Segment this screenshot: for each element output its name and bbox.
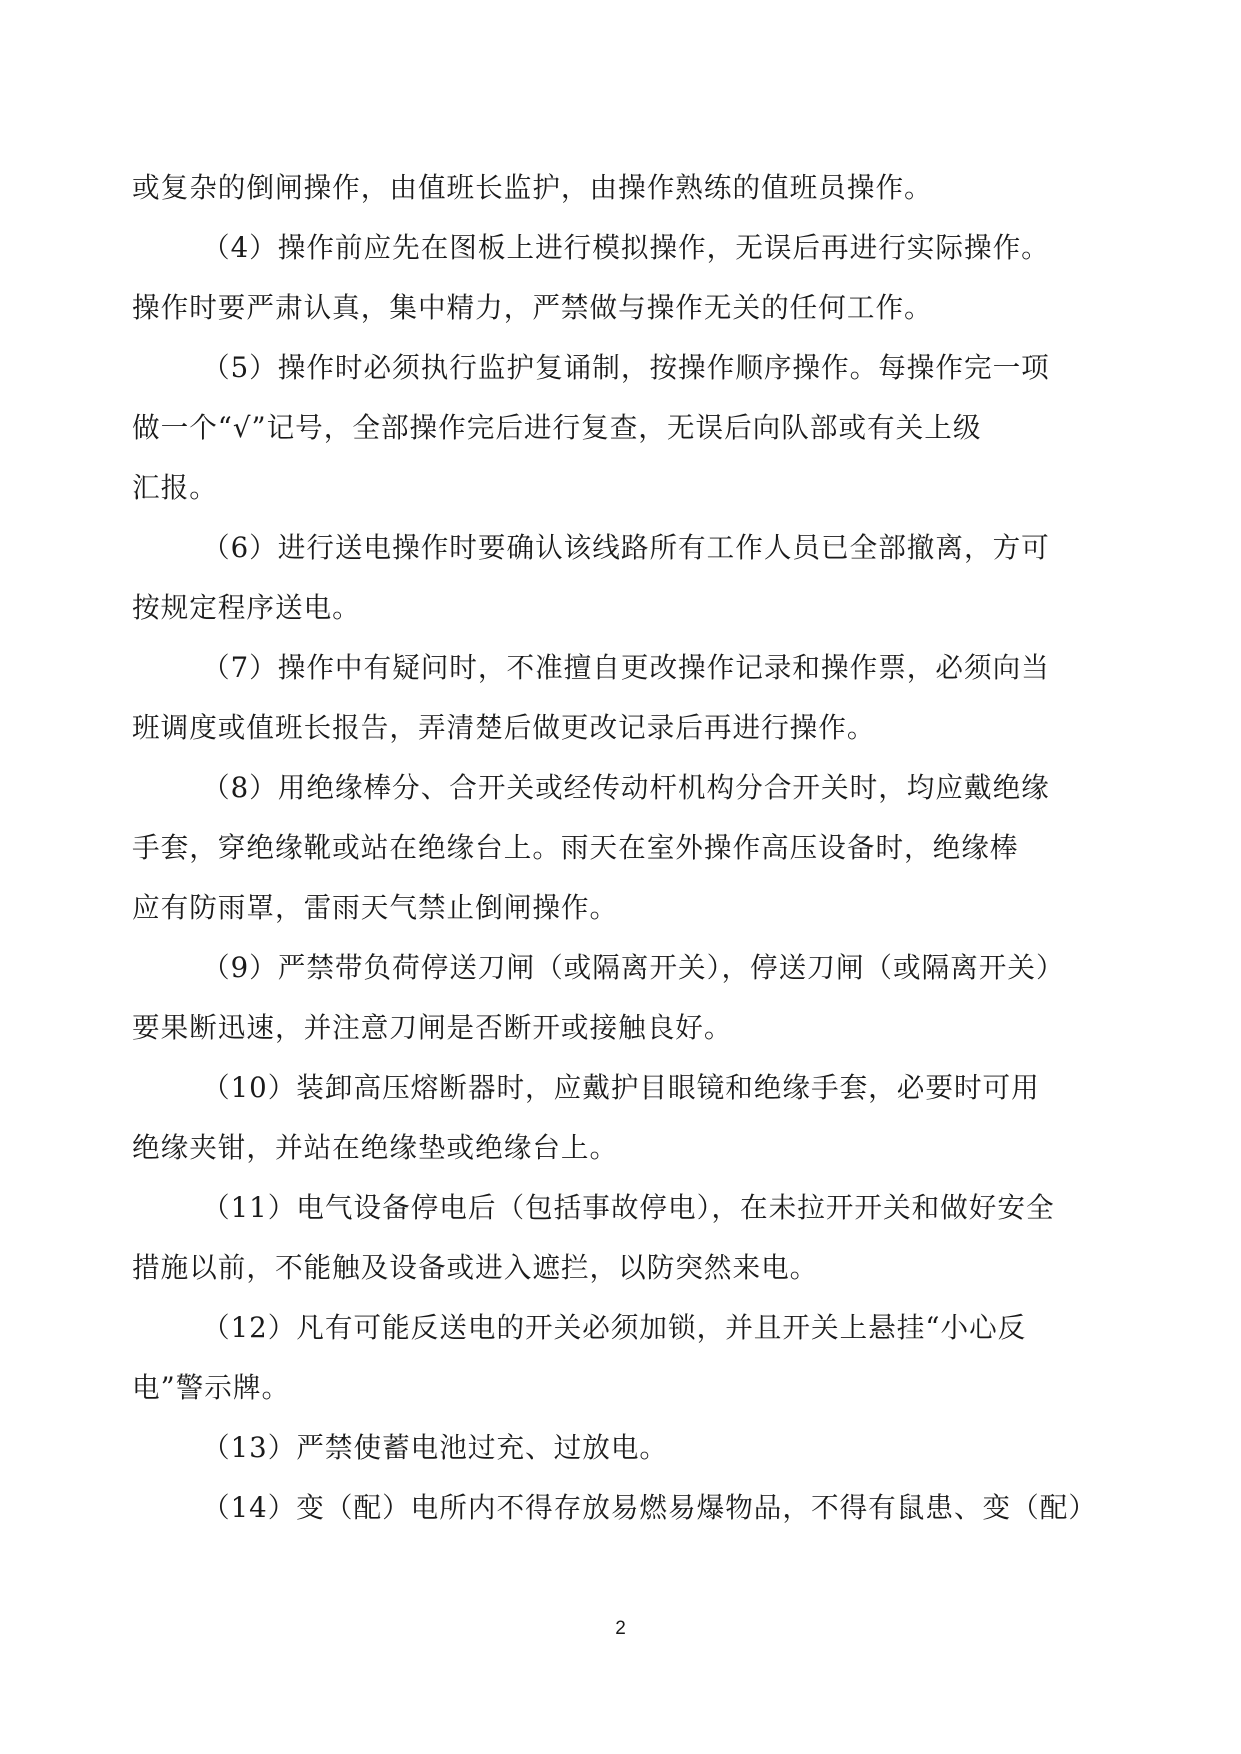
page-number: 2: [615, 1618, 626, 1639]
text-line: （5）操作时必须执行监护复诵制，按操作顺序操作。每操作完一项: [202, 351, 1050, 384]
text-line: （7）操作中有疑问时，不准擅自更改操作记录和操作票，必须向当: [202, 651, 1050, 684]
text-line: 做一个“√”记号，全部操作完后进行复查，无误后向队部或有关上级: [132, 411, 982, 444]
text-line: 绝缘夹钳，并站在绝缘垫或绝缘台上。: [132, 1131, 619, 1164]
text-line: （4）操作前应先在图板上进行模拟操作，无误后再进行实际操作。: [202, 231, 1050, 264]
text-line: （6）进行送电操作时要确认该线路所有工作人员已全部撤离，方可: [202, 531, 1050, 564]
text-line: 班调度或值班长报告，弄清楚后做更改记录后再进行操作。: [132, 711, 876, 744]
text-line: 电”警示牌。: [132, 1371, 291, 1404]
text-line: （12）凡有可能反送电的开关必须加锁，并且开关上悬挂“小心反: [202, 1311, 1027, 1344]
text-line: 手套，穿绝缘靴或站在绝缘台上。雨天在室外操作高压设备时，绝缘棒: [132, 831, 1019, 864]
text-line: 按规定程序送电。: [132, 591, 361, 624]
text-line: 应有防雨罩，雷雨天气禁止倒闸操作。: [132, 891, 619, 924]
text-line: （13）严禁使蓄电池过充、过放电。: [202, 1431, 669, 1464]
text-line: （11）电气设备停电后（包括事故停电），在未拉开开关和做好安全: [202, 1191, 1055, 1224]
text-line: 操作时要严肃认真，集中精力，严禁做与操作无关的任何工作。: [132, 291, 933, 324]
text-line: （14）变（配）电所内不得存放易燃易爆物品，不得有鼠患、变（配）: [202, 1491, 1097, 1524]
text-line: 要果断迅速，并注意刀闸是否断开或接触良好。: [132, 1011, 733, 1044]
text-line: （9）严禁带负荷停送刀闸（或隔离开关），停送刀闸（或隔离开关）: [202, 951, 1065, 984]
text-line: 措施以前，不能触及设备或进入遮拦，以防突然来电。: [132, 1251, 819, 1284]
text-line: 汇报。: [132, 471, 218, 504]
body-text: [132, 158, 1117, 1538]
text-line: （8）用绝缘棒分、合开关或经传动杆机构分合开关时，均应戴绝缘: [202, 771, 1050, 804]
text-line: 或复杂的倒闸操作，由值班长监护，由操作熟练的值班员操作。: [132, 171, 933, 204]
text-line: （10）装卸高压熔断器时，应戴护目眼镜和绝缘手套，必要时可用: [202, 1071, 1040, 1104]
